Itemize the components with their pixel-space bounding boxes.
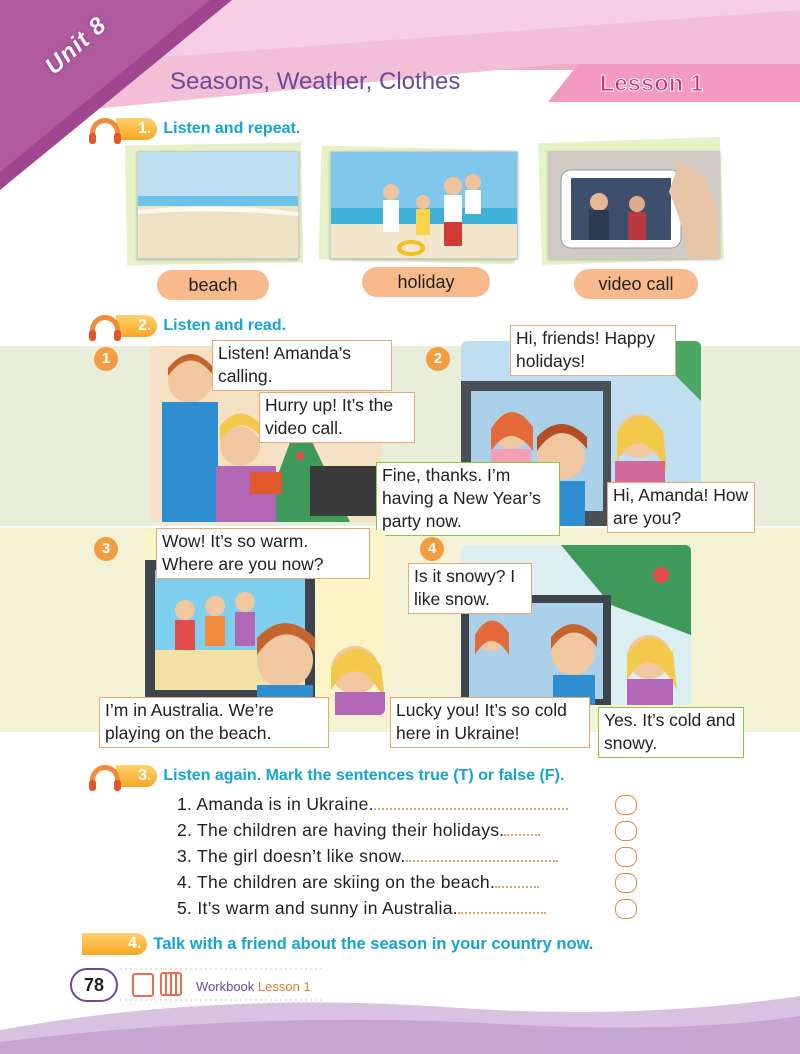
workbook-icon[interactable] — [132, 973, 154, 997]
exercise-number: 2. — [116, 315, 157, 337]
speech-bubble: Hi, friends! Happy holidays! — [510, 325, 676, 376]
speech-bubble: Is it snowy? I like snow. — [408, 563, 532, 614]
video-call-image — [548, 151, 720, 259]
sentence-item: 1. Amanda is in Ukraine. — [177, 794, 568, 815]
speech-bubble: I’m in Australia. We’re playing on the beach. — [99, 697, 329, 748]
true-false-answer[interactable] — [615, 821, 637, 841]
lesson-label: Lesson 1 — [600, 70, 704, 96]
unit-label: Unit 8 — [40, 11, 113, 81]
workbook-reference: Workbook Lesson 1 — [196, 979, 311, 994]
exercise-number: 3. — [116, 765, 157, 787]
exercise-3-heading — [90, 763, 564, 789]
holiday-image — [330, 151, 518, 259]
exercise-number: 1. — [116, 118, 157, 140]
exercise-2-heading — [90, 313, 286, 339]
speech-bubble: Hi, Amanda! How are you? — [607, 482, 755, 533]
headphones-icon[interactable] — [90, 118, 120, 140]
sentence-item: 4. The children are skiing on the beach. — [177, 872, 539, 893]
word-card-holiday: holiday — [362, 267, 490, 297]
qr-code-icon[interactable] — [160, 972, 182, 996]
panel-number: 3 — [94, 537, 118, 561]
panel-number: 1 — [94, 347, 118, 371]
exercise-title: Listen again. Mark the sentences true (T) or false (F). — [163, 767, 565, 784]
exercise-title: Listen and read. — [163, 317, 287, 334]
word-card-video-call: video call — [574, 269, 698, 299]
panel-number: 2 — [426, 347, 450, 371]
speech-bubble: Wow! It’s so warm. Where are you now? — [156, 528, 370, 579]
sentence-item: 3. The girl doesn’t like snow. — [177, 846, 558, 867]
speech-bubble: Lucky you! It’s so cold here in Ukraine! — [390, 697, 590, 748]
page-title: Seasons, Weather, Clothes — [170, 68, 461, 95]
word-card-beach: beach — [157, 270, 269, 300]
true-false-answer[interactable] — [615, 847, 637, 867]
headphones-icon[interactable] — [90, 765, 120, 787]
exercise-title: Talk with a friend about the season in your country now. — [153, 934, 594, 953]
exercise-number: 4. — [82, 933, 147, 955]
speech-bubble: Yes. It’s cold and snowy. — [598, 707, 744, 758]
exercise-4-heading — [82, 931, 593, 957]
sentence-item: 2. The children are having their holidays. — [177, 820, 540, 841]
page-number: 78 — [70, 968, 118, 1002]
headphones-icon[interactable] — [90, 315, 120, 337]
sentence-item: 5. It’s warm and sunny in Australia. — [177, 898, 546, 919]
exercise-title: Listen and repeat. — [163, 120, 301, 137]
true-false-answer[interactable] — [615, 899, 637, 919]
speech-bubble: Hurry up! It’s the video call. — [259, 392, 415, 443]
beach-image — [137, 151, 299, 259]
exercise-1-heading — [90, 116, 300, 142]
true-false-answer[interactable] — [615, 873, 637, 893]
speech-bubble: Fine, thanks. I’m having a New Year’s party now. — [376, 462, 560, 536]
panel-number: 4 — [420, 537, 444, 561]
true-false-answer[interactable] — [615, 795, 637, 815]
speech-bubble: Listen! Amanda’s calling. — [212, 340, 392, 391]
